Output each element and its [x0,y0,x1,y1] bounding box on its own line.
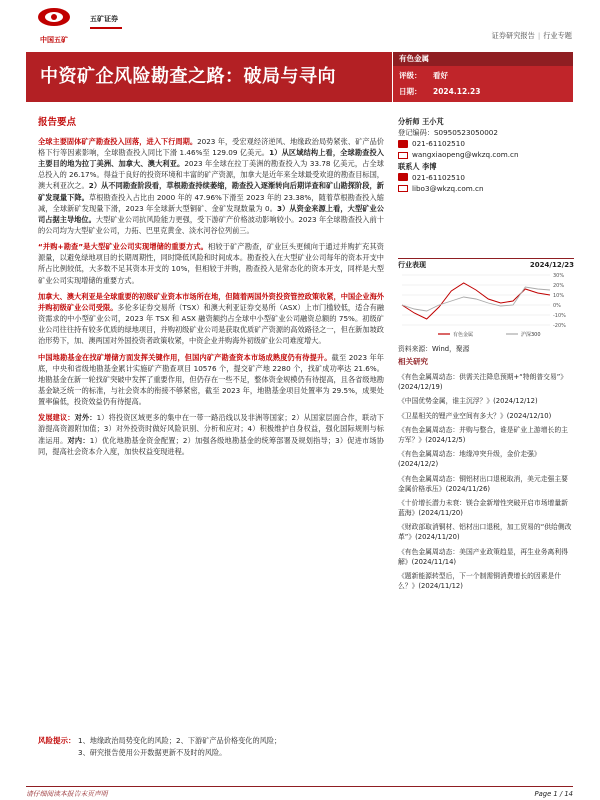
title-banner [26,52,392,102]
header [0,0,600,54]
china5-logo [34,6,74,46]
date-value: 2024.12.23 [433,87,481,96]
chart-source: 资料来源：Wind，聚源 [398,345,470,353]
analyst-1-phone: 021-61102510 [398,138,574,149]
date-row: 日期： 2024.12.23 [399,87,481,96]
related-item[interactable] [398,372,574,392]
summary-paragraph-4: 中国地勘基金在找矿增储方面发挥关键作用，但国内矿产勘查资本市场成熟度仍有待提升。截至 2023 年年底，中央和省级地勘基金累计实施矿产勘查项目 10576 个，提交矿产地 2280 个，找矿成功率达 21.6%。地勘基金在新一轮找矿突破中发挥了重要作用，但仍存在一些不足，整体资金规模仍有待提高，且各省级地勘基金缺乏统一的标准，与社会资本的衔接不够紧密，截至 2023 年，地勘基金项目处置率为 29.5%，成果处置率偏低，投资效益仍有待提高。 [38,352,384,407]
report-title: 中资矿企风险勘查之路：破局与寻向 [40,66,336,87]
summary-paragraph-3: 加拿大、澳大利亚是全球重要的初级矿业资本市场所在地，但随着两国外资投资管控政策收紧，中国企业海外并购初级矿业公司受限。多伦多证券交易所（TSX）和澳大利亚证券交易所（ASX）上市门槛较低，适合有融资需求的中小型矿业公司，2023 年 TSX 和 ASX 融资额约占全球中小型矿业公司融资总额的 75%。初级矿业公司往往持有较多优质的绿地项目，并购初级矿业公司是获取优质矿产资源的高效路径之一，但在新加坡政治形势下，加、澳两国对外国投资者政策收紧，中资企业并购海外初级矿业公司难度增大。 [38,291,384,346]
chart-legend-label: 有色金属 [453,331,474,338]
securities-logo-text: 五矿证券 [90,15,118,23]
related-item[interactable] [398,425,574,445]
related-item-title: 《题新能源转型后，下一个制需铜消费增长的因素是什么？》 [398,572,562,591]
report-subtype-label: 行业专题 [543,31,572,40]
chart-y-tick-label: 30% [553,272,565,279]
china5-logo-icon [34,6,74,28]
industry-performance-chart [398,258,574,338]
related-item-date: (2024/11/20) [418,509,463,518]
related-item[interactable] [398,571,574,591]
chart-header [398,258,574,271]
summary-section [38,116,384,462]
chart-y-tick-label: -20% [553,322,566,329]
sector-label: 有色金属 [393,52,573,66]
related-item[interactable] [398,411,574,421]
risk-line-1: 风险提示： 1、地缘政治局势变化的风险；2、下游矿产品价格变化的风险； [38,736,282,745]
related-item-date: (2024/12/19) [398,383,443,392]
chart-date: 2024/12/23 [529,261,574,269]
related-item[interactable] [398,449,574,469]
related-item-date: (2024/11/26) [445,484,491,493]
related-item-date: (2024/11/20) [415,533,460,542]
risk-line-2: 3、研究报告使用公开数据更新不及时的风险。 [78,747,227,757]
chart-series-line-nonferrous [402,283,550,319]
analyst-1-name: 分析师 王小芃 [398,117,444,126]
securities-logo-bar [90,27,122,29]
chart-y-tick-label: 20% [553,282,565,289]
footer [26,786,573,800]
securities-logo [90,14,122,29]
chart-svg [398,271,574,341]
analyst-1-email[interactable]: wangxiaopeng@wkzq.com.cn [398,149,574,160]
chart-legend-label: 沪深300 [521,331,541,338]
related-item-title: 《有色金属周动态：并购与整合，谁是矿业上游增长的主方军？》 [398,425,568,444]
chart-title: 行业表现 [398,261,426,269]
related-item-title: 《有色金属周动态：美国产业政策趋显，再生业务离利得解》 [398,547,568,566]
footer-disclaimer: 请仔细阅读本报告末页声明 [26,790,108,798]
related-item-date: (2024/12/5) [425,435,466,444]
summary-title: 报告要点 [38,117,77,128]
analyst-2-phone: 021-61102510 [398,172,574,183]
mail-icon [398,152,408,159]
related-item-date: (2024/11/14) [411,557,457,566]
related-item-date: (2024/12/12) [493,397,538,406]
mail-icon [398,185,408,192]
analyst-1-cert: 登记编码：S0950523050002 [398,128,498,138]
rating-panel [393,52,573,102]
related-item-title: 《十价增长潜力未衰：镁合金新增性突破开启市场增量新蓝海》 [398,498,568,518]
related-item[interactable] [398,547,574,567]
related-item[interactable] [398,498,574,518]
chart-y-tick-label: 0% [553,302,561,309]
risk-section [38,735,384,758]
related-item[interactable] [398,474,574,494]
analyst-2-email[interactable]: libo3@wkzq.com.cn [398,183,574,194]
related-title: 相关研究 [398,357,428,366]
related-item-date: (2024/12/10) [506,411,552,420]
related-item-title: 《有色金属周动态：铜铝材出口退税取消，美元走强主要金属价格承压》 [398,474,568,493]
rating-row: 评级： 看好 [399,71,448,80]
phone-icon [398,173,408,181]
related-item-title: 《有色金属周动态：供需关注降息预期+“特朗普交易”》 [398,373,568,381]
chart-y-tick-label: 10% [553,292,565,299]
phone-icon [398,140,408,148]
analyst-panel [398,116,574,194]
related-item-title: 《中国优势金属，谁主沉浮？》 [398,397,494,406]
summary-paragraph-5: 发展建议：对外：1）将投资区域更多的集中在一带一路沿线以及非洲等国家；2）从国家层面合作，联动下游提高资源附加值；3）对外投资时做好风险识别、分析和应对；4）积极维护自身权益，强化国际规则与标准运用。对内：1）优化地勘基金资金配置；2）加强各级地勘基金的统筹部署及规划指导；3）促进市场协同，提高社会资本介入度，加快权益变现进程。 [38,413,384,456]
report-type: 证券研究报告 | 行业专题 [491,31,572,40]
report-type-label: 证券研究报告 [491,31,535,40]
risk-label: 风险提示： [38,736,76,745]
china5-logo-text: 中国五矿 [40,36,68,45]
rating-value: 看好 [433,71,448,80]
related-item[interactable] [398,396,574,406]
summary-paragraph-1: 全球主要固体矿产勘查投入回落，进入下行周期。2023 年，受宏观经济逆风、地缘政治局势紧张、矿产品价格下行等因素影响，全球勘查投入同比下滑 1.46%至 129.09 亿美元。1）从区域结构上看，全球勘查投入主要目的地为拉丁美洲、加拿大、澳大利亚。2023 年全球在拉丁美洲的勘查投入为 33.78 亿美元，占全球总投入的 26.17%。得益于良好的投资环境和丰富的矿产资源，加拿大是近年来全球最受欢迎的勘查目标国，澳大利亚次之。2）从不同勘查阶段看，草根勘查持续萎缩，勘查投入逐渐转向后期详查和矿山勘探阶段，新矿发现量下降。草根勘查投入占比由 2000 年的 47.96%下滑至 2023 年的 23.38%，随着草根勘查投入缩减，全球新矿发现量下滑，2023 年全球新大型铜矿、金矿发现数量为 0。3）从资金来源上看，大型矿业公司占据主导地位。大型矿业公司抗风险能力更强，受下游矿产价格波动影响较小。2023 年全球勘查投入前十的公司均为大型矿业公司，力拓、巴里克黄金、淡水河谷位列前三。 [38,136,384,235]
related-item[interactable] [398,522,574,542]
summary-paragraph-2: “并购+勘查”是大型矿业公司实现增储的重要方式。相较于矿产勘查，矿业巨头更倾向于通过并购扩充其资源量，以避免绿地项目的长期周期性，同时降低风险和时间成本。勘查投入在大型矿业公司每年的资本开支中所占比例较低，大多数不足其资本开支的 10%，但相较于并购，勘查投入是常态化的资本开支，同样是大型矿业公司实现增储的重要方式。 [38,242,384,285]
related-item-title: 《财政部取消铜材、铝材出口退税，加工贸易的“供给侧改革”》 [398,523,572,542]
page-number: Page 1 / 14 [534,790,573,798]
analyst-2-name: 联系人 李博 [398,161,437,171]
related-item-title: 《有色金属周动态：地缘冲突升级，金价走强》 [398,450,541,459]
chart-y-tick-label: -10% [553,312,566,319]
related-item-date: (2024/12/2) [398,460,439,469]
related-item-title: 《卫星相关的锂产业空间有多大？》 [398,411,507,420]
related-item-date: (2024/11/12) [418,582,463,591]
related-list [398,372,574,595]
